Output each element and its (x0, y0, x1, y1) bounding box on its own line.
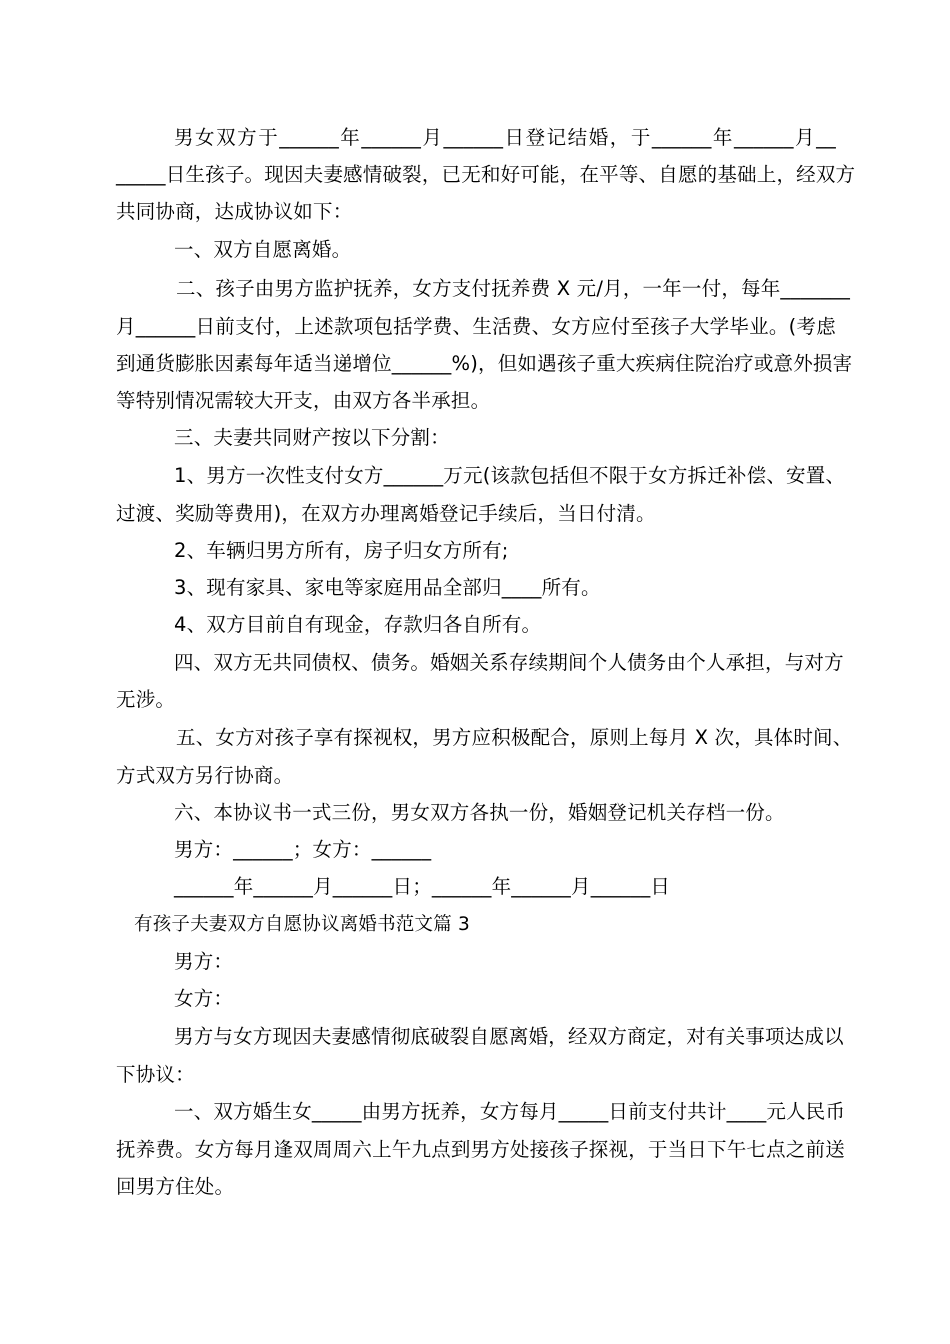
section-title: 有孩子夫妻双方自愿协议离婚书范文篇 3 (134, 914, 470, 935)
paragraph-line: 抚养费。女方每月逢双周周六上午九点到男方处接孩子探视，于当日下午七点之前送 (116, 1138, 845, 1161)
paragraph-line: 五、女方对孩子享有探视权，男方应积极配合，原则上每月 X 次，具体时间、 (176, 726, 853, 749)
paragraph-line: 下协议： (116, 1063, 195, 1086)
paragraph-line: 男女双方于______年______月______日登记结婚，于______年______月__ (174, 126, 836, 149)
paragraph-line: 3、现有家具、家电等家庭用品全部归____所有。 (174, 576, 601, 599)
clause-heading: 一、双方自愿离婚。 (174, 238, 352, 261)
paragraph-line: 4、双方目前自有现金，存款归各自所有。 (174, 613, 542, 636)
signature-line: 男方：______；女方：______ (174, 838, 432, 861)
paragraph-line: 2、车辆归男方所有，房子归女方所有; (174, 539, 509, 562)
paragraph-line: 1、男方一次性支付女方______万元(该款包括但不限于女方拆迁补偿、安置、 (174, 464, 846, 487)
paragraph-line: 过渡、奖励等费用)，在双方办理离婚登记手续后，当日付清。 (116, 502, 656, 525)
paragraph-line: 无涉。 (116, 688, 176, 711)
paragraph-line: 男方与女方现因夫妻感情彻底破裂自愿离婚，经双方商定，对有关事项达成以 (174, 1025, 844, 1048)
paragraph-line: 六、本协议书一式三份，男女双方各执一份，婚姻登记机关存档一份。 (174, 801, 785, 824)
clause-heading: 三、夫妻共同财产按以下分割： (174, 426, 450, 449)
paragraph-line: 二、孩子由男方监护抚养，女方支付抚养费 X 元/月，一年一付，每年_______ (176, 277, 851, 300)
paragraph-line: 方式双方另行协商。 (116, 764, 294, 787)
paragraph-line: _____日生孩子。现因夫妻感情破裂，已无和好可能，在平等、自愿的基础上，经双方 (116, 163, 856, 186)
paragraph-line: 到通货膨胀因素每年适当递增位______%)，但如遇孩子重大疾病住院治疗或意外损害 (116, 352, 853, 375)
paragraph-line: 四、双方无共同债权、债务。婚姻关系存续期间个人债务由个人承担，与对方 (174, 651, 844, 674)
paragraph-line: 月______日前支付，上述款项包括学费、生活费、女方应付至孩子大学毕业。(考虑 (116, 315, 836, 338)
paragraph-line: 回男方住处。 (116, 1175, 235, 1198)
paragraph-line: 共同协商，达成协议如下： (116, 200, 353, 223)
party-line: 男方： (174, 950, 234, 973)
paragraph-line: 等特别情况需较大开支，由双方各半承担。 (116, 389, 491, 412)
paragraph-line: 一、双方婚生女_____由男方抚养，女方每月_____日前支付共计____元人民币 (174, 1100, 846, 1123)
date-line: ______年______月______日；______年______月______日 (174, 875, 671, 898)
party-line: 女方： (174, 987, 234, 1010)
